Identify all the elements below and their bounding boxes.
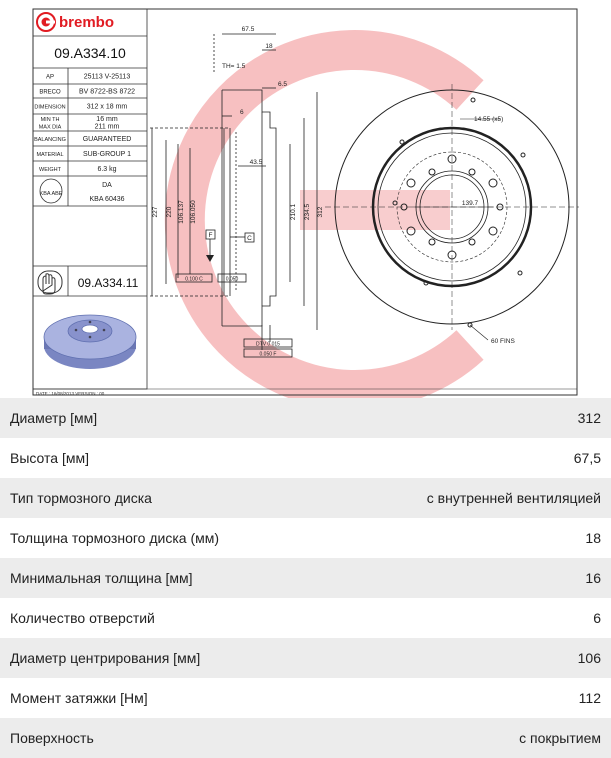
info-value: 16 mm	[96, 116, 118, 123]
dim-fins: 60 FINS	[491, 338, 515, 345]
spec-value: с покрытием	[519, 730, 601, 746]
spec-label: Момент затяжки [Нм]	[10, 690, 148, 706]
info-label: MAX DIA	[38, 124, 62, 131]
kba-label: KBA ABE	[39, 191, 63, 197]
spec-table	[0, 398, 611, 758]
info-label: AP	[45, 74, 55, 81]
info-value: GUARANTEED	[82, 136, 132, 143]
runout-label: 0.050 F	[259, 351, 277, 358]
brembo-logo	[37, 13, 114, 31]
disc-image	[44, 315, 136, 369]
spec-label: Диаметр [мм]	[10, 410, 98, 426]
dim-227: 227	[152, 206, 159, 218]
spec-label: Толщина тормозного диска (мм)	[10, 530, 220, 546]
spec-label: Поверхность	[10, 730, 94, 746]
spec-label: Высота [мм]	[10, 450, 89, 466]
hand-icon	[38, 271, 62, 294]
kba-badge	[40, 179, 125, 203]
info-label: BALANCING	[34, 137, 66, 143]
info-label: DIMENSION	[34, 104, 66, 111]
spec-row	[0, 638, 611, 678]
dim-6-5: 6.5	[278, 81, 288, 88]
info-value: 211 mm	[94, 123, 120, 131]
brand-name: brembo	[59, 14, 115, 31]
alt-part-number: 09.A334.11	[77, 276, 139, 290]
spec-value: 112	[578, 690, 601, 706]
kba-value: DA	[102, 182, 112, 189]
dim-height: 67.5	[241, 26, 255, 33]
dim-210-1: 210.1	[290, 203, 297, 221]
spec-row	[0, 598, 611, 638]
info-value: 25113 V-25113	[83, 73, 131, 81]
info-value: SUB-GROUP 1	[82, 151, 132, 158]
spec-row	[0, 718, 611, 758]
spec-value: 67,5	[573, 450, 601, 466]
spec-value: 106	[577, 650, 601, 666]
dim-th: TH= 1.5	[222, 63, 246, 70]
kba-value: KBA 60436	[89, 196, 125, 203]
spec-label: Минимальная толщина [мм]	[10, 570, 193, 586]
spec-value: 312	[577, 410, 601, 426]
dim-holes: 14.55 (x5)	[474, 116, 504, 123]
spec-row	[0, 438, 611, 478]
dim-312: 312	[317, 206, 324, 218]
spec-label: Количество отверстий	[10, 610, 155, 626]
dim-pcd: 139.7	[461, 200, 479, 207]
info-value: BV 8722-BS 8722	[78, 88, 136, 96]
spec-row	[0, 518, 611, 558]
spec-row	[0, 678, 611, 718]
dim-106-050: 106.050	[190, 200, 197, 224]
spec-label: Тип тормозного диска	[10, 490, 152, 506]
info-rows	[34, 74, 135, 174]
dim-6: 6	[240, 109, 244, 116]
flatness-2: 0.050	[225, 276, 239, 283]
dim-thickness: 18	[265, 43, 273, 50]
dim-106-137: 106.137	[178, 200, 185, 224]
spec-label: Диаметр центрирования [мм]	[10, 650, 201, 666]
spec-row	[0, 398, 611, 438]
info-label: WEIGHT	[39, 167, 61, 173]
dim-220: 220	[166, 206, 173, 218]
spec-value: 16	[585, 570, 601, 586]
info-label: MIN TH	[40, 117, 60, 123]
info-value: 312 x 18 mm	[86, 103, 128, 111]
dim-43-5: 43.5	[249, 159, 263, 166]
spec-value: с внутренней вентиляцией	[426, 490, 601, 506]
part-number: 09.A334.10	[54, 45, 126, 61]
datum-f: F	[208, 232, 213, 239]
info-value: 6.3 kg	[97, 166, 117, 173]
dim-234-5: 234.5	[304, 203, 311, 221]
info-label: BRECO	[39, 89, 61, 96]
flatness-1: 0.100 C	[185, 276, 203, 283]
datum-c: C	[247, 235, 252, 242]
dtv-label: DTV 0.015	[256, 341, 280, 348]
spec-row	[0, 478, 611, 518]
spec-value: 18	[585, 530, 601, 546]
info-label: MATERIAL	[36, 152, 64, 158]
footer-text: DATE : 16/08/2013 VERSION : 00	[36, 391, 105, 396]
spec-value: 6	[593, 610, 601, 626]
spec-row	[0, 558, 611, 598]
